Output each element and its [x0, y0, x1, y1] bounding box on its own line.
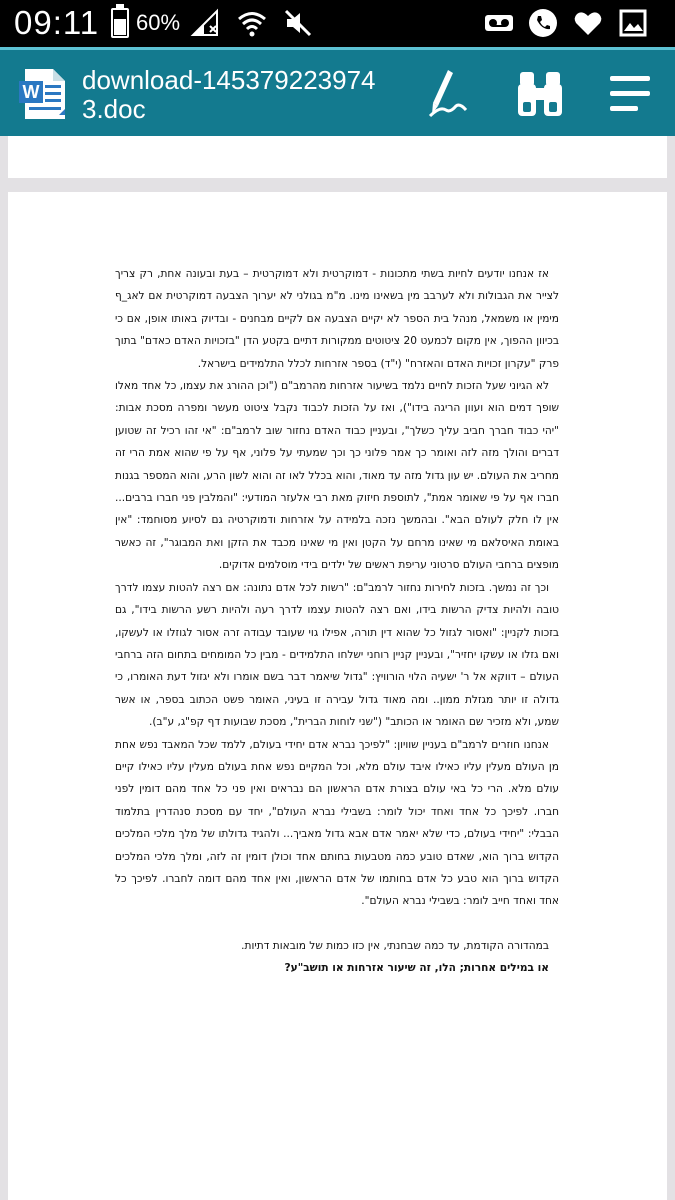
svg-text:W: W [22, 82, 40, 102]
find-binoculars-icon[interactable] [512, 66, 568, 122]
signal-icon [190, 8, 220, 38]
menu-icon[interactable] [604, 66, 660, 122]
closing-question: או במילים אחרות; הלו, זה שיעור אזרחות או תושב"ע? [284, 962, 549, 975]
word-document-icon [19, 69, 65, 119]
closing-line: במהדורה הקודמת, עד כמה שבחנתי, אין כזו כמות של מובאות דתיות. [241, 939, 549, 952]
edit-pen-icon[interactable] [420, 66, 476, 122]
document-body [115, 263, 559, 980]
paragraph: לא הגיוני שעל הזכות לחיים נלמד בשיעור אזרחות מהרמב"ם ("וכן ההורג את עצמו, כל אחד מאלו שופך דמים הוא ועוון הריגה בידו"), ואז על הזכות לכבוד נקבל ציטוט מעשר ומפרה מסכת אבות: "יהי כבוד חברך חביב עליך כשלך", ובעניין כבוד האדם נחזור שוב לרמב"ם: "אי זהו רכיל זה שטוען דברים והולך מזה לזה ואומר כך אמר פלוני כך וכך שמעתי על פלוני, אף על פי שהוא אמת הרי זה מחריב את העולם. יש עון גדול מזה עד מאוד, והוא בכלל לאו זה והוא לשון הרע, והוא המספר בגנות חברו אף על פי שאומר אמת", לתוספת חיזוק מאת רבי אלעזר המודעי: "והמלבין פני חברו ברבים... אין לו חלק לעולם הבא". ובהמשך נזכה בלמידה על אזרחות ודמוקרטיה גם לסיוע מסוחמד: "אין באומת האיסלאם מי שאינו מרחם על הקטן ואין מי שאינו מכבד את הזקן ואת המבוגר", זה כאשר מופצים ברחבי העולם סרטוני עריפת ראשים של ילדים בידי מוסלמים אדוקים. [115, 380, 559, 572]
wifi-icon [237, 8, 267, 38]
document-toolbar [0, 47, 675, 136]
image-icon [618, 8, 648, 38]
document-page[interactable] [8, 192, 667, 1200]
clock: 09:11 [14, 4, 100, 41]
battery-percent: 60% [136, 10, 181, 35]
document-title-line-2: 3.doc [82, 94, 146, 124]
previous-page-bottom [8, 136, 667, 178]
battery-icon [111, 8, 129, 38]
paragraph: אנחנו חוזרים לרמב"ם בעניין שוויון: "לפיכך נברא אדם יחידי בעולם, ללמד שכל המאבד נפש אחת מן העולם מעלין עליו כאילו איבד עולם מלא, וכל המקיים נפש אחת בעולם מעלין עליו כאילו קיים עולם מלא. הרי כל באי עולם בצורת אדם הראשון הם נבראים ואין פני כל אחד מהם דומין לפני חברו. לפיכך כל אחד ואחד יכול לומר: בשבילי נברא העולם", יחד עם מסכת סנהדרין בתלמוד הבבלי: "יחידי בעולם, כדי שלא יאמר אדם אבא גדול מאביך... ולהגיד גדולתו של מלך מלכי המלכים הקדוש ברוך הוא, שאדם טובע כמה מטבעות בחותם אחד וכולן דומין זה לזה, ומלך מלכי המלכים הקדוש ברוך הוא טבע כל אדם בחותמו של אדם הראשון, ואין אחד מהם דומה לחברו. לפיכך כל אחד ואחד חייב לומר: בשבילי נברא העולם". [115, 738, 559, 908]
status-bar [0, 0, 675, 47]
phone-icon [528, 8, 558, 38]
voicemail-icon [484, 8, 514, 38]
document-title [82, 66, 376, 124]
document-title-line-1: download-145379223974 [82, 65, 376, 95]
heart-icon [573, 8, 603, 38]
paragraph: אז אנחנו יודעים לחיות בשתי מתכונות - דמוקרטית ולא דמוקרטית – בעת ובעונה אחת, רק צריך לצייר את הגבולות ולא לערבב מין בשאינו מינו. מ"מ בגולני לא יערוך הצבעה דמוקרטית אם לאג_ף מימין או משמאל, מנהל בית הספר לא יקיים הצבעה אם לקיים מבחנים - ובדיוק באותו אופן, אם כי בכיוון ההפוך, אין מקום לכמעט 20 ציטוטים ממקורות דתיים בקטע הדן "בזכויות האדם כאדם" בתוך פרק "עקרון זכויות האדם והאזרח" (י"ד) בספר אזרחות לכלל התלמידים בישראל. [115, 268, 560, 370]
paragraph: וכך זה נמשך. בזכות לחירות נחזור לרמב"ם: "רשות לכל אדם נתונה: אם רצה להטות עצמו לדרך טובה ולהיות צדיק הרשות בידו, ואם רצה להטות עצמו לדרך רעה ולהיות רשע הרשות בידו", גם בזכות לקניין: "ואסור לגזול כל שהוא דין תורה, אפילו גוי שעובד עבודה זרה אסור לגוזלו או לעשקו, ואם גזלו או עשקו יחזיר", ובעניין קניין רוחני ישלחו התלמידים - מבין כל המומחים בתחום הזה ברחבי העולם – דווקא אל ר' ישעיה הלוי הורוויץ: "גדול שיאמר דבר בשם אומרו ולא יגזול דעת האומרו, כי גדולה זו יותר מגזלת ממון.. ומה מאוד גדול עבירה זו בעיני, האומר פשט הכתוב בספר, או אשר שמע, ולא מזכיר שם האומר או הכותב" ("שני לוחות הברית", מסכת שבועות דף קפ"ג, ע"ב). [115, 581, 559, 729]
mute-icon [283, 8, 313, 38]
